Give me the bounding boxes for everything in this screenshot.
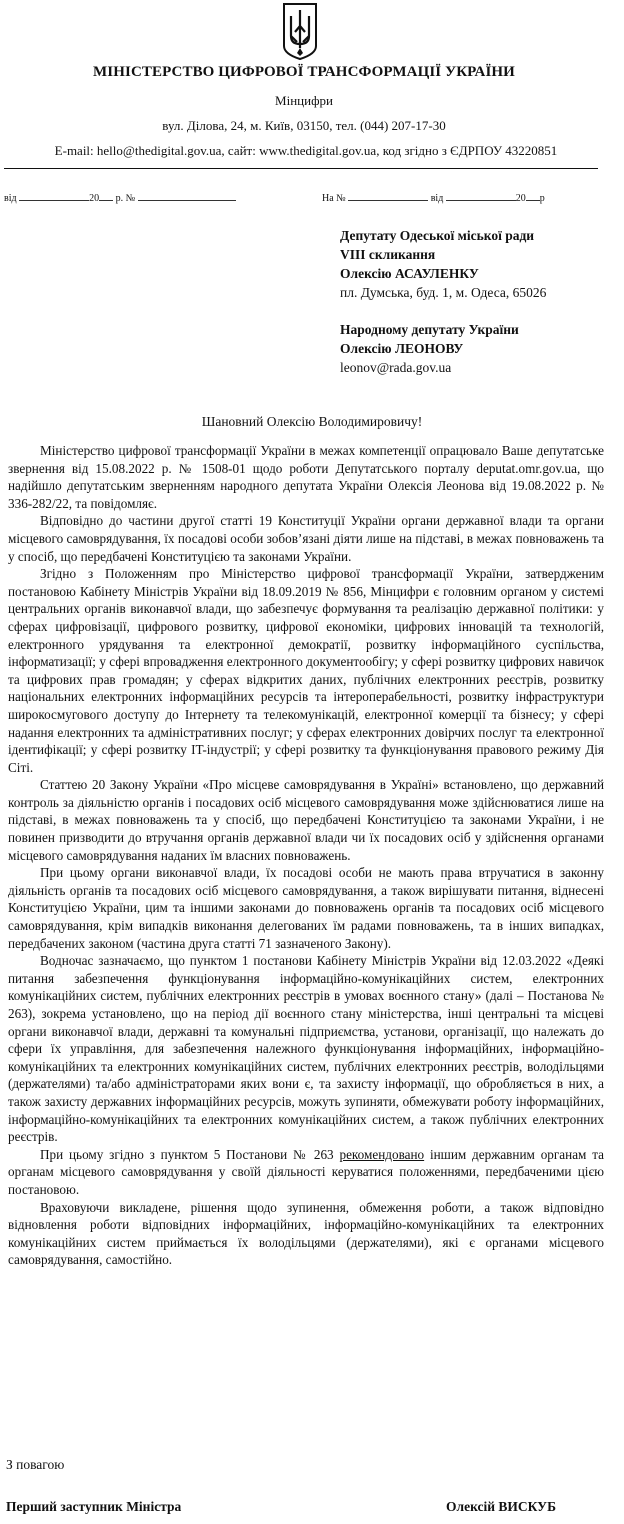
closing-regards: З повагою [6,1457,65,1472]
recipient-2-line2: Олексію ЛЕОНОВУ [340,341,464,356]
reg-from-label: від [4,193,17,204]
recipient-1-address: пл. Думська, буд. 1, м. Одеса, 65026 [340,285,547,300]
paragraph-recommended-after: іншим державним органам та органам місцевого самоврядування у своїй діяльності керуватися положеннями, передбаченими цією постановою. [8,1146,604,1197]
recipient-1-line3: Олексію АСАУЛЕНКУ [340,266,479,281]
paragraph-recommended-before: При цьому згідно з пунктом 5 Постанови № 263 [40,1146,340,1162]
in-year-blank [526,191,540,201]
paragraph: При цьому органи виконавчої влади, їх посадові особи не мають права втручатися в законну діяльність органів та посадових осіб місцевого самоврядування, а також вирішувати питання, віднесені Конституцією України, цим та іншими законами до повноважень органів та посадових осіб місцевого самоврядування, крім випадків виконання делегованих їм радами повноважень, та в інших випадках, передбачених законом (частина друга статті 71 зазначеного Закону). [8,865,604,951]
signer-position: Перший заступник Міністра [6,1499,182,1514]
in-r-label: р [539,193,545,204]
recipient-1-line2: VIII скликання [340,247,436,262]
letter-body-part-1 [8,442,604,1269]
in-year-label: 20 [515,193,526,204]
ministry-contacts: E-mail: hello@thedigital.gov.ua, сайт: www.thedigital.gov.ua, код згідно з ЄДРПОУ 43220851 [54,143,558,158]
reg-year-blank [99,191,113,201]
signer-name: Олексій ВИСКУБ [446,1499,557,1514]
ministry-address: вул. Ділова, 24, м. Київ, 03150, тел. (044) 207-17-30 [162,118,446,133]
incoming-registration [322,191,545,204]
in-number-blank [348,191,428,201]
in-date-blank [446,191,516,201]
paragraph: Статтею 20 Закону України «Про місцеве самоврядування в Україні» встановлено, що державний контроль за діяльністю органів і посадових осіб місцевого самоврядування може здійснюватися лише на підставі, в межах повноважень та у спосіб, що передбачені Конституцією та законами України, і не повинен призводити до втручання органів державної влади чи їх посадових осіб у здійснення органами місцевого самоврядування наданих їм власних повноважень. [8,777,604,863]
salutation: Шановний Олексію Володимировичу! [201,414,423,429]
ministry-name: МІНІСТЕРСТВО ЦИФРОВОЇ ТРАНСФОРМАЦІЇ УКРАЇНИ [93,64,515,80]
in-number-label: На № [322,193,346,204]
header-divider [4,168,598,169]
paragraph: Водночас зазначаємо, що пунктом 1 постанови Кабінету Міністрів України від 12.03.2022 «Деякі питання забезпечення функціонування інформаційно-комунікаційних систем, електронних комунікаційних систем, публічних електронних реєстрів в умовах воєнного стану» (далі – Постанова № 263), зокрема установлено, що на період дії воєнного стану міністерства, інші центральні та місцеві органи виконавчої влади, державні та комунальні підприємства, установи, організації, що належать до сфери їх управління, для забезпечення належного функціонування інформаційних, інформаційно-комунікаційних та електронних комунікаційних систем, публічних електронних реєстрів, володільцями (держателями) та/або адміністраторами яких вони є, та захисту інформації, що обробляється в них, а також захисту державних інформаційних ресурсів, можуть зупиняти, обмежувати роботу інформаційних, інформаційно-комунікаційних та електронних комунікаційних систем, а також публічних електронних реєстрів. [8,953,604,1145]
ministry-short-name: Мінцифри [275,93,333,108]
outgoing-registration [4,191,236,204]
recipient-1-line1: Депутату Одеської міської ради [340,228,535,243]
recipient-2-line1: Народному депутату України [340,322,519,337]
reg-date-blank [19,191,89,201]
paragraph: Враховуючи викладене, рішення щодо зупинення, обмеження роботи, а також відповідно відновлення роботи відповідних інформаційних, інформаційно-комунікаційних та електронних комунікаційних систем приймається їх володільцями (держателями), які є органами місцевого самоврядування, самостійно. [8,1199,604,1268]
paragraph-recommended [8,1146,604,1199]
paragraph: Згідно з Положенням про Міністерство цифрової трансформації України, затвердженим постановою Кабінету Міністрів України від 18.09.2019 № 856, Мінцифри є головним органом у системі центральних органів виконавчої влади, що забезпечує формування та реалізацію державної політики: у сферах цифровізації, цифрового розвитку, цифрової економіки, цифрових інновацій та технологій, електронного урядування та електронної демократії, розвитку інформаційного суспільства, інформатизації; у сфері впровадження електронного документообігу; у сфері розвитку цифрових навичок та цифрових прав громадян; у сферах відкритих даних, публічних електронних реєстрів, розвитку національних електронних інформаційних ресурсів та інтероперабельності, розвитку інфраструктури широкосмугового доступу до Інтернету та телекомунікацій, електронної комерції та бізнесу; у сфері надання електронних та адміністративних послуг; у сферах електронних довірчих послуг та електронної ідентифікації; у сфері розвитку IT-індустрії; у сфері розвитку та функціонування правового режиму Дія Сіті. [8,566,604,775]
recipient-2-email: leonov@rada.gov.ua [340,360,452,375]
recipient-2 [340,320,610,377]
recommended-underlined: рекомендовано [339,1146,425,1162]
reg-year-label: 20 [89,193,100,204]
reg-number-label: р. № [115,193,136,204]
paragraph: Відповідно до частини другої статті 19 Конституції України органи державної влади та органи місцевого самоврядування, їх посадові особи зобов’язані діяти лише на підставі, в межах повноважень та у спосіб, що передбачені Конституцією та законами України. [8,513,604,564]
paragraph: Міністерство цифрової трансформації України в межах компетенції опрацювало Ваше депутатське звернення від 15.08.2022 р. № 1508-01 щодо роботи Депутатського порталу deputat.omr.gov.ua, що надійшло депутатським зверненням народного депутата України Олексія Леонова від 19.08.2022 р. № 336-282/22, та повідомляє. [8,443,604,511]
recipient-1 [340,226,610,302]
in-from-label: від [430,193,444,204]
trident-icon [280,2,320,60]
reg-number-blank [138,191,236,201]
